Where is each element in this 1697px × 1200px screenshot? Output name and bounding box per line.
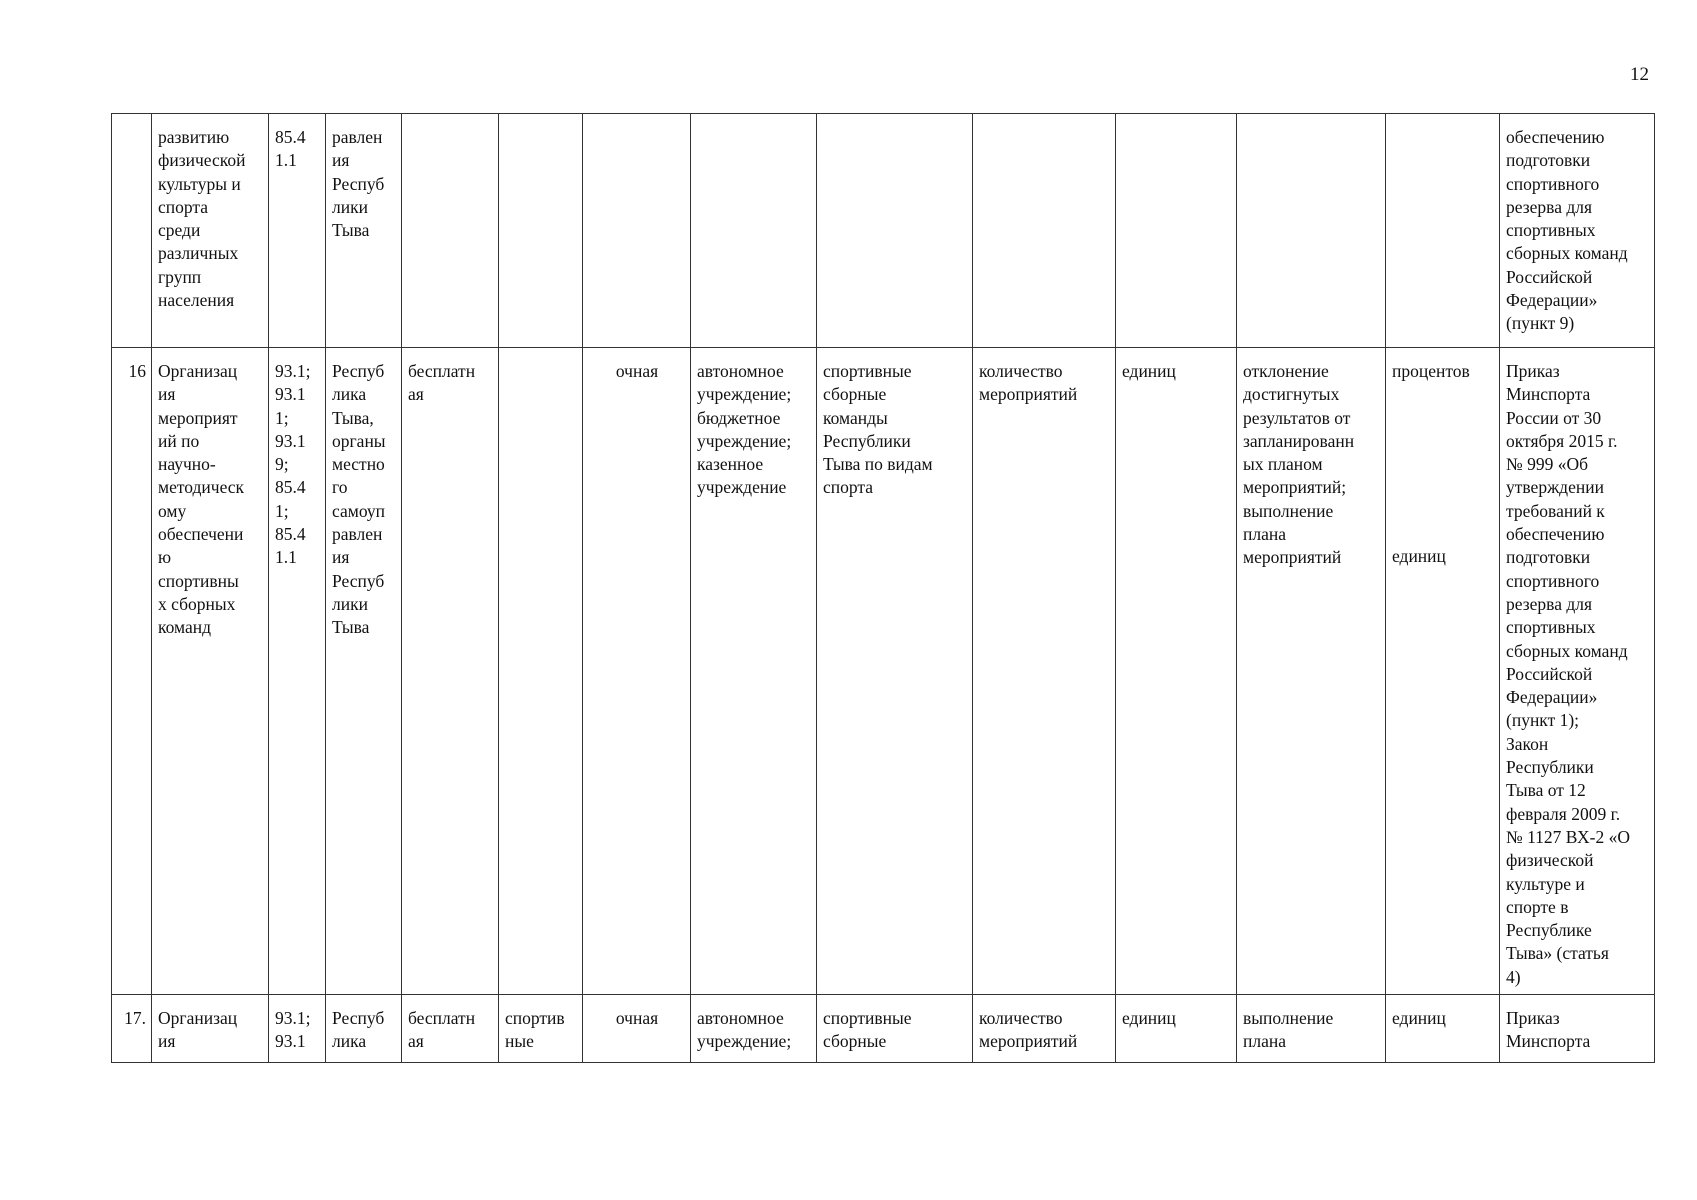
form — [583, 114, 691, 348]
quality-indicator: отклонение достигнутых результатов от запланированн ых планом мероприятий; выполнение плана мероприятий — [1237, 348, 1386, 995]
table-row — [112, 114, 1655, 348]
page-number: 12 — [1630, 64, 1649, 85]
quality-unit-secondary: единиц — [1392, 546, 1446, 567]
service-name: Организац ия мероприят ий по научно- методическ ому обеспечени ю спортивны х сборных команд — [152, 348, 269, 995]
volume-unit: единиц — [1116, 348, 1237, 995]
volume-indicator: количество мероприятий — [973, 348, 1116, 995]
quality-indicator: выполнение плана — [1237, 995, 1386, 1063]
quality-unit-primary: единиц — [1392, 1008, 1446, 1028]
volume-unit — [1116, 114, 1237, 348]
okved-codes: 93.1; 93.1 — [269, 995, 326, 1063]
consumers: спортивные сборные команды Республики Тыва по видам спорта — [817, 348, 973, 995]
quality-unit — [1386, 114, 1500, 348]
content-category: спортив ные — [499, 995, 583, 1063]
institution-type: автономное учреждение; — [691, 995, 817, 1063]
row-number: 17. — [112, 995, 152, 1063]
services-table — [111, 113, 1655, 1063]
legal-basis: Приказ Минспорта — [1500, 995, 1655, 1063]
quality-unit — [1386, 995, 1500, 1063]
form: очная — [583, 348, 691, 995]
authority: Респуб лика — [326, 995, 402, 1063]
content-category — [499, 348, 583, 995]
legal-basis: Приказ Минспорта России от 30 октября 2015 г. № 999 «Об утверждении требований к обеспечению подготовки спортивного резерва для спортивных сборных команд Российской Федерации» (пункт 1); Закон Республики Тыва от 12 февраля 2009 г. № 1127 ВХ-2 «О физической культуре и спорте в Республике Тыва» (статья 4) — [1500, 348, 1655, 995]
volume-indicator — [973, 114, 1116, 348]
consumers — [817, 114, 973, 348]
volume-unit: единиц — [1116, 995, 1237, 1063]
table-row — [112, 348, 1655, 995]
institution-type: автономное учреждение; бюджетное учреждение; казенное учреждение — [691, 348, 817, 995]
okved-codes: 93.1; 93.1 1; 93.1 9; 85.4 1; 85.4 1.1 — [269, 348, 326, 995]
content-category — [499, 114, 583, 348]
row-number: 16 — [112, 348, 152, 995]
quality-unit-primary: процентов — [1392, 361, 1470, 381]
consumers: спортивные сборные — [817, 995, 973, 1063]
payment-type: бесплатн ая — [402, 995, 499, 1063]
volume-indicator: количество мероприятий — [973, 995, 1116, 1063]
form: очная — [583, 995, 691, 1063]
quality-indicator — [1237, 114, 1386, 348]
row-number — [112, 114, 152, 348]
payment-type — [402, 114, 499, 348]
institution-type — [691, 114, 817, 348]
service-name: Организац ия — [152, 995, 269, 1063]
okved-codes: 85.4 1.1 — [269, 114, 326, 348]
table-row — [112, 995, 1655, 1063]
service-name: развитию физической культуры и спорта среди различных групп населения — [152, 114, 269, 348]
quality-unit — [1386, 348, 1500, 995]
authority: равлен ия Респуб лики Тыва — [326, 114, 402, 348]
authority: Респуб лика Тыва, органы местно го самоуп равлен ия Респуб лики Тыва — [326, 348, 402, 995]
legal-basis: обеспечению подготовки спортивного резерва для спортивных сборных команд Российской Федерации» (пункт 9) — [1500, 114, 1655, 348]
payment-type: бесплатн ая — [402, 348, 499, 995]
